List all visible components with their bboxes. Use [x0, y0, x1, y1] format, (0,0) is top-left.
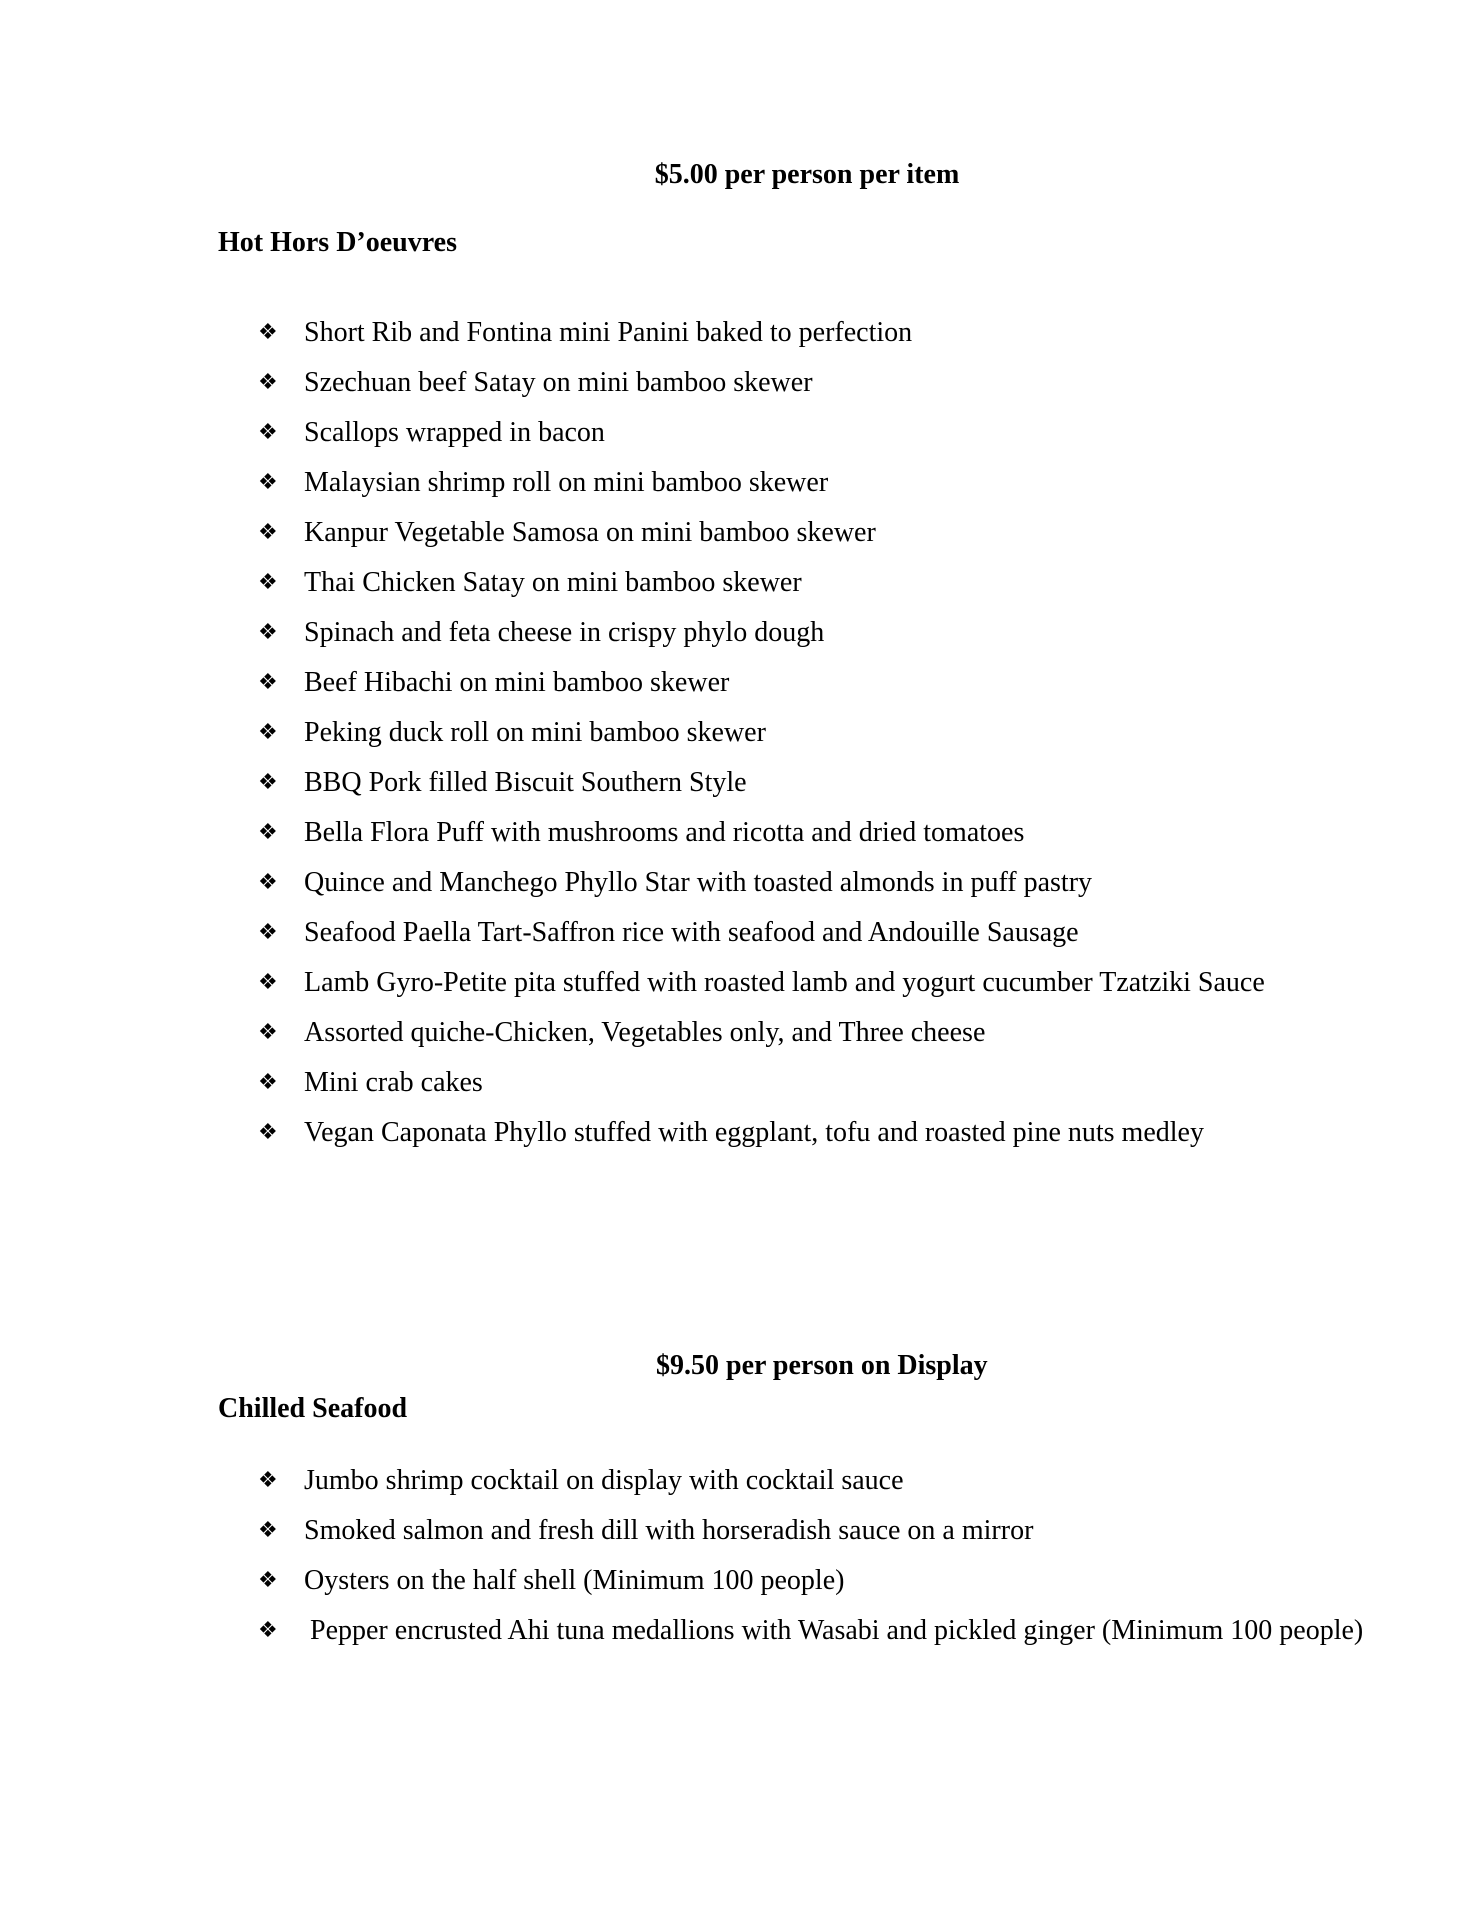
- list-item: [258, 1456, 1363, 1506]
- item-text: Bella Flora Puff with mushrooms and ricotta and dried tomatoes: [304, 817, 1025, 848]
- four-diamond-bullet-icon: ❖: [258, 920, 278, 945]
- item-text: Oysters on the half shell (Minimum 100 people): [304, 1565, 845, 1596]
- four-diamond-bullet-icon: ❖: [258, 1568, 278, 1593]
- four-diamond-bullet-icon: ❖: [258, 620, 278, 645]
- item-text: Jumbo shrimp cocktail on display with cocktail sauce: [304, 1465, 904, 1496]
- four-diamond-bullet-icon: ❖: [258, 1468, 278, 1493]
- item-text: Pepper encrusted Ahi tuna medallions with Wasabi and pickled ginger (Minimum 100 people): [310, 1615, 1364, 1646]
- list-item: [258, 508, 1304, 558]
- item-text: Scallops wrapped in bacon: [304, 417, 605, 448]
- item-text: Seafood Paella Tart-Saffron rice with seafood and Andouille Sausage: [304, 917, 1079, 948]
- item-text: Vegan Caponata Phyllo stuffed with eggplant, tofu and roasted pine nuts medley: [304, 1117, 1204, 1148]
- four-diamond-bullet-icon: ❖: [258, 770, 278, 795]
- item-text: Malaysian shrimp roll on mini bamboo skewer: [304, 467, 829, 498]
- four-diamond-bullet-icon: ❖: [258, 720, 278, 745]
- list-item: [258, 808, 1304, 858]
- list-item: [258, 708, 1304, 758]
- list-item: [258, 908, 1304, 958]
- chilled-seafood-heading: Chilled Seafood: [218, 1393, 408, 1424]
- four-diamond-bullet-icon: ❖: [258, 820, 278, 845]
- list-item: [258, 1506, 1363, 1556]
- four-diamond-bullet-icon: ❖: [258, 1120, 278, 1145]
- item-text: Smoked salmon and fresh dill with horseradish sauce on a mirror: [304, 1515, 1034, 1546]
- item-text: Peking duck roll on mini bamboo skewer: [304, 717, 766, 748]
- list-item: [258, 758, 1304, 808]
- hot-hors-doeuvres-list: [258, 308, 1304, 1158]
- list-item: [258, 558, 1304, 608]
- four-diamond-bullet-icon: ❖: [258, 520, 278, 545]
- four-diamond-bullet-icon: ❖: [258, 970, 278, 995]
- four-diamond-bullet-icon: ❖: [258, 320, 278, 345]
- four-diamond-bullet-icon: ❖: [258, 1518, 278, 1543]
- item-text: Quince and Manchego Phyllo Star with toasted almonds in puff pastry: [304, 867, 1093, 898]
- list-item: [258, 458, 1304, 508]
- item-text: Thai Chicken Satay on mini bamboo skewer: [304, 567, 802, 598]
- hot-price-header: $5.00 per person per item: [654, 159, 960, 190]
- four-diamond-bullet-icon: ❖: [258, 870, 278, 895]
- item-text: BBQ Pork filled Biscuit Southern Style: [304, 767, 747, 798]
- list-item: [258, 1556, 1363, 1606]
- item-text: Mini crab cakes: [304, 1067, 483, 1098]
- four-diamond-bullet-icon: ❖: [258, 420, 278, 445]
- four-diamond-bullet-icon: ❖: [258, 1618, 278, 1643]
- list-item: [258, 658, 1304, 708]
- item-text: Short Rib and Fontina mini Panini baked to perfection: [304, 317, 913, 348]
- list-item: [258, 1008, 1304, 1058]
- four-diamond-bullet-icon: ❖: [258, 1020, 278, 1045]
- item-text: Spinach and feta cheese in crispy phylo dough: [304, 617, 825, 648]
- list-item: [258, 958, 1304, 1008]
- list-item: [258, 408, 1304, 458]
- list-item: [258, 358, 1304, 408]
- four-diamond-bullet-icon: ❖: [258, 1070, 278, 1095]
- four-diamond-bullet-icon: ❖: [258, 370, 278, 395]
- item-text: Assorted quiche-Chicken, Vegetables only, and Three cheese: [304, 1017, 986, 1048]
- list-item: [258, 1058, 1304, 1108]
- item-text: Kanpur Vegetable Samosa on mini bamboo skewer: [304, 517, 876, 548]
- item-text: Szechuan beef Satay on mini bamboo skewer: [304, 367, 813, 398]
- hot-hors-doeuvres-heading: Hot Hors D’oeuvres: [218, 227, 457, 258]
- item-text: Lamb Gyro-Petite pita stuffed with roasted lamb and yogurt cucumber Tzatziki Sauce: [304, 967, 1265, 998]
- list-item: [258, 1108, 1304, 1158]
- four-diamond-bullet-icon: ❖: [258, 670, 278, 695]
- chilled-price-header: $9.50 per person on Display: [656, 1350, 988, 1381]
- item-text: Beef Hibachi on mini bamboo skewer: [304, 667, 730, 698]
- four-diamond-bullet-icon: ❖: [258, 470, 278, 495]
- list-item: [258, 308, 1304, 358]
- list-item: [258, 1606, 1363, 1656]
- four-diamond-bullet-icon: ❖: [258, 570, 278, 595]
- list-item: [258, 858, 1304, 908]
- chilled-seafood-list: [258, 1456, 1363, 1656]
- list-item: [258, 608, 1304, 658]
